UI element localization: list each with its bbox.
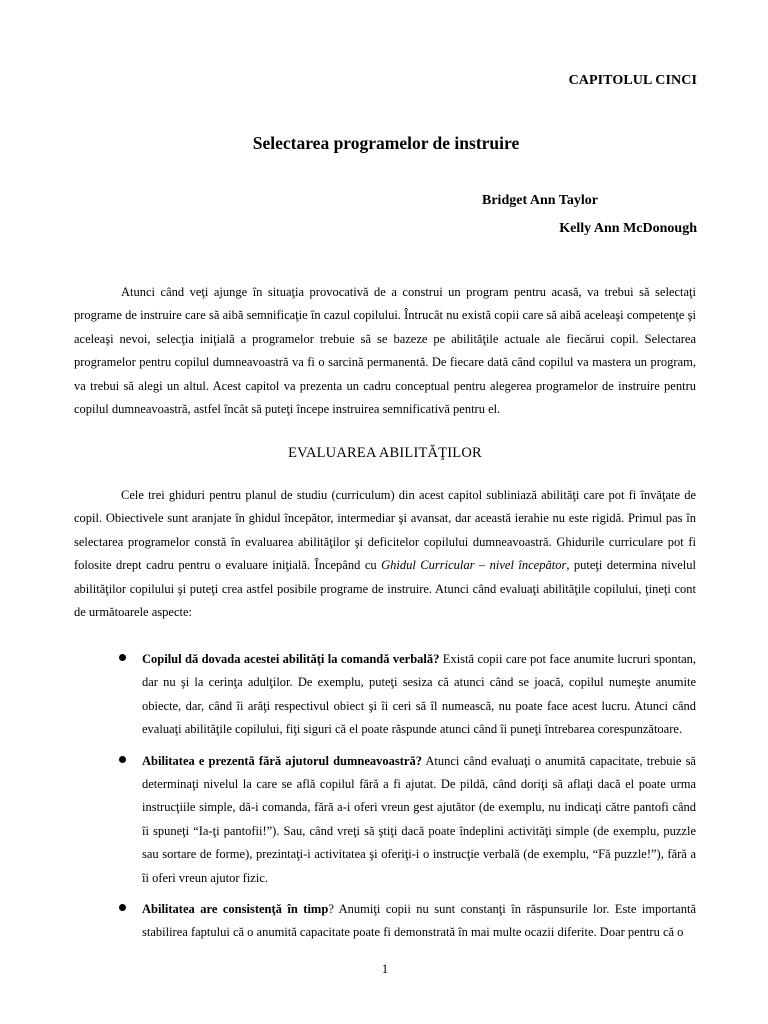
section-paragraph-text-end: , puteţi determina nivelul abilităţilor copilului şi puteţi crea astfel posibile programe de instruire. Atunci când evaluaţi abilităţile copilului, ţineţi cont de următoarele aspecte: [74, 558, 696, 620]
bullet-item [0, 750, 696, 890]
section-paragraph-italic-title: Ghidul Curricular – nivel începător [381, 558, 567, 573]
page-number: 1 [381, 962, 389, 976]
bullet-item [0, 898, 696, 945]
author-name-2: Kelly Ann McDonough [559, 221, 697, 236]
bullet-dot-icon [119, 654, 126, 661]
bullet-dot-icon [119, 756, 126, 763]
intro-paragraph: Atunci când veţi ajunge în situaţia provocativă de a construi un program pentru acasă, va trebui să selectaţi programe de instruire care să aibă semnificaţie în cazul copilului. Întrucât nu există copii care să aibă aceleaşi competenţe şi aceleaşi nevoi, selecţia iniţială a programelor trebuie să se bazeze pe abilităţile actuale ale fiecărui copil. Selectarea programelor pentru copilul dumneavoastră va fi o sarcină permanentă. De fiecare dată când copilul va mastera un program, va trebui să alegi un altul. Acest capitol va prezenta un cadru conceptual pentru alegerea programelor de instruire pentru copilul dumneavoastră, astfel încât să puteţi începe instruirea semnificativă pentru el. [74, 285, 696, 417]
bullet-lead: Copilul dă dovada acestei abilităţi la comandă verbală? [142, 652, 440, 666]
section-paragraph [74, 484, 696, 624]
section-paragraph-text-start: Cele trei ghiduri pentru planul de studiu (curriculum) din acest capitol subliniază abilităţi care pot fi învăţate de copil. Obiectivele sunt aranjate în ghidul începător, intermediar şi avansat, dar această ierahie nu este rigidă. Primul pas în selectarea programelor constă în evaluarea abilităţilor şi deficitelor copilului dumneavoastră. Ghidurile curriculare pot fi folosite drept cadru pentru o evaluare iniţială. Începând cu [74, 488, 696, 573]
bullet-dot-icon [119, 904, 126, 911]
bullet-lead: Abilitatea are consistenţă în timp [142, 902, 329, 917]
bullet-text: ? Anumiţi copii nu sunt constanţi în răspunsurile lor. Este importantă stabilirea faptului că o anumită capacitate poate fi demonstrată în mai multe ocazii diferite. Doar pentru că o [142, 902, 696, 940]
section-heading: EVALUAREA ABILITĂŢILOR [288, 445, 482, 461]
page-title: Selectarea programelor de instruire [252, 133, 520, 153]
author-name-1: Bridget Ann Taylor [482, 193, 598, 208]
chapter-label: CAPITOLUL CINCI [568, 73, 697, 88]
bullet-list [0, 648, 768, 953]
bullet-item [0, 648, 696, 742]
bullet-text: Atunci când evaluaţi o anumită capacitate, trebuie să determinaţi nivelul la care se află copilul fără a fi ajutat. De pildă, când doriţi să aflaţi dacă el poate urma instrucţiile simple, dă-i comanda, fără a-i oferi vreun gest ajutător (de exemplu, nu indicaţi către pantofi când îi spuneţi “Ia-ţi pantofii!”). Sau, când vreţi să ştiţi dacă poate îndeplini activităţi simple (de exemplu, puzzle sau sortare de forme), prezintaţi-i activitatea şi oferiţi-i o instrucţie verbală (de exemplu, “Fă puzzle!”), fără a îi oferi vreun ajutor fizic. [142, 753, 696, 885]
bullet-text: Există copii care pot face anumite lucruri spontan, dar nu şi la cerinţa adulţilor. De exemplu, puteţi sesiza că atunci când se joacă, copilul numeşte anumite obiecte, dar, când îi arăţi respectivul obiect şi îi ceri să îl numească, nu poate face acest lucru. Atunci când evaluaţi abilităţile copilului, fiţi siguri că el poate răspunde atunci când îi puneţi întrebarea corespunzătoare. [142, 652, 696, 737]
bullet-lead: Abilitatea e prezentă fără ajutorul dumneavoastră? [142, 753, 422, 768]
